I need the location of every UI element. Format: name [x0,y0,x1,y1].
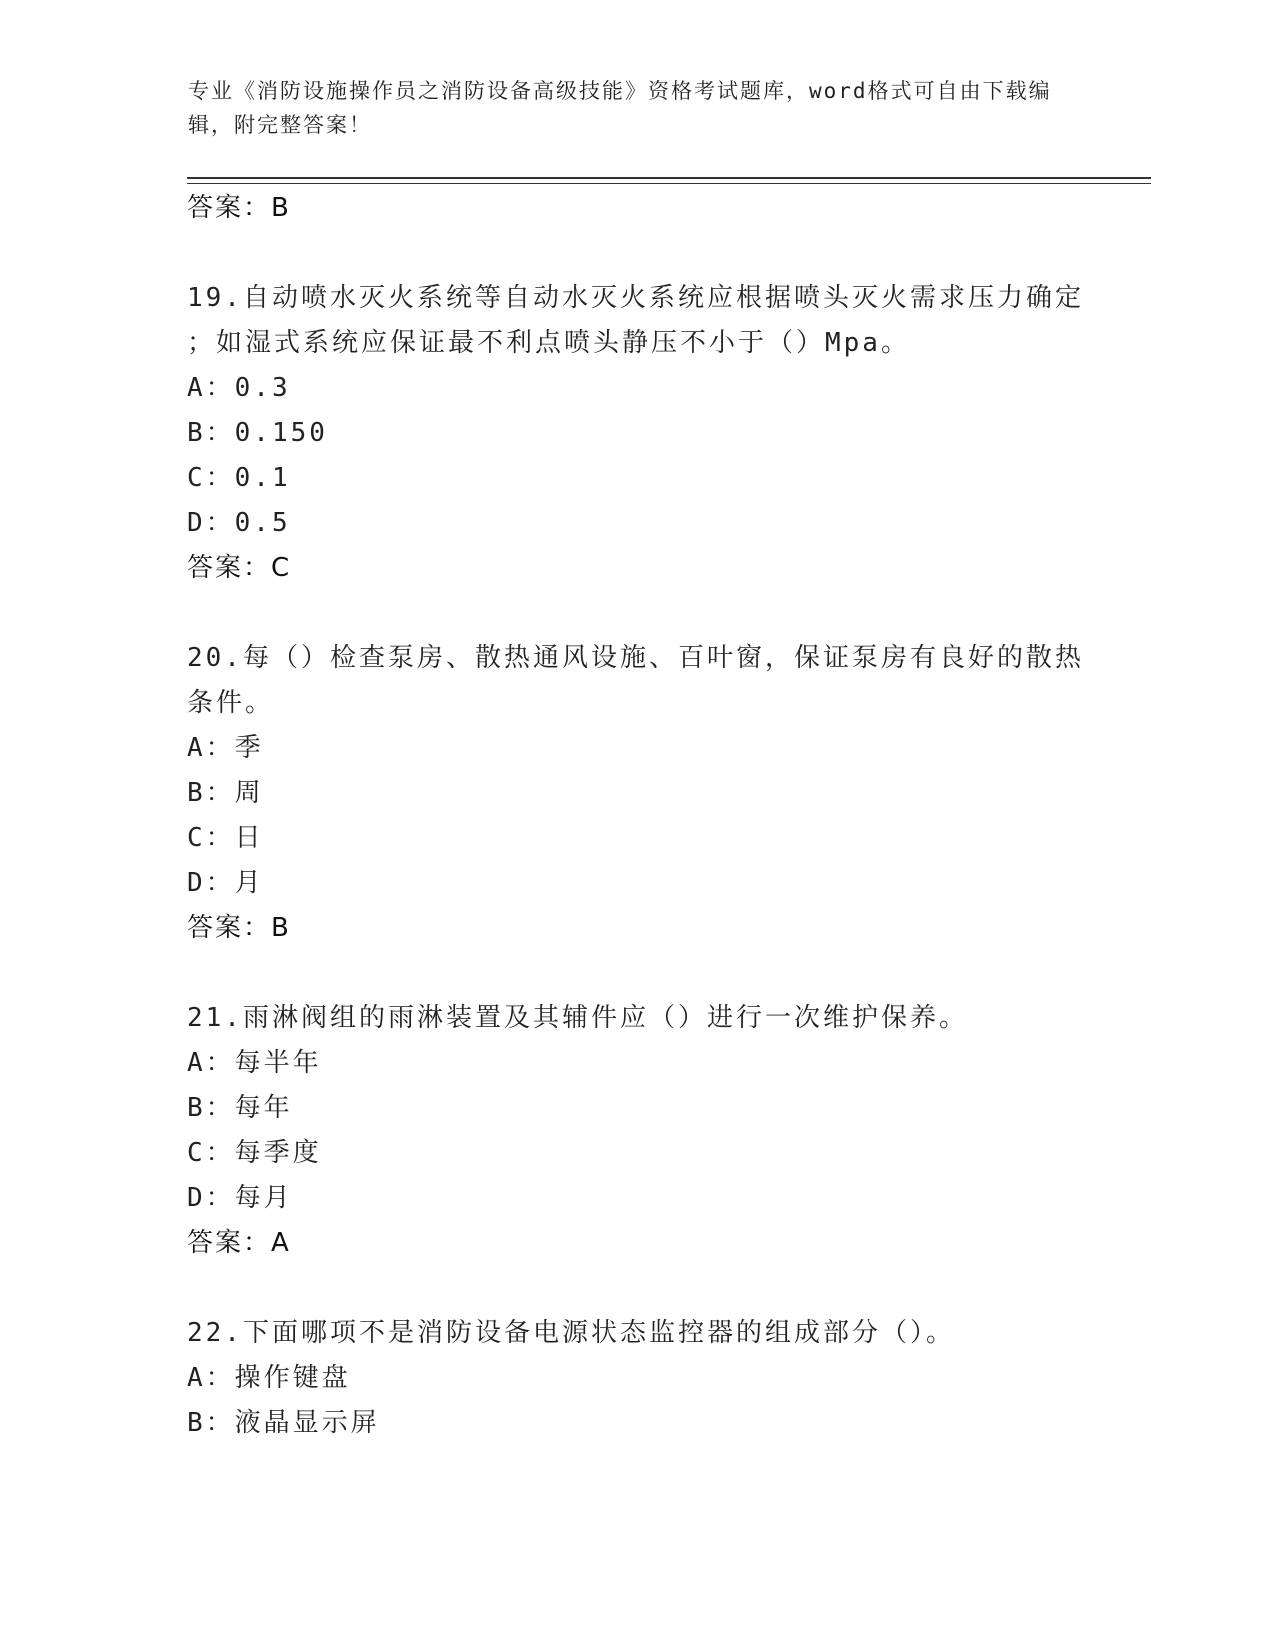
header-divider-thick [187,177,1151,179]
question-19-answer: 答案：C [187,553,292,583]
question-19-option-c: C：0.1 [187,463,291,493]
question-19-option-d: D：0.5 [187,508,291,538]
document-header: 专业《消防设施操作员之消防设备高级技能》资格考试题库，word格式可自由下载编辑，附完整答案！ [188,79,1052,137]
question-20-stem-line-2: 条件。 [187,688,275,718]
question-22-option-a: A：操作键盘 [187,1363,351,1393]
question-20-option-d: D：月 [187,868,264,898]
question-20-option-b: B：周 [187,778,264,808]
question-21-option-b: B：每年 [187,1093,293,1123]
question-20-stem-line-1: 20.每（）检查泵房、散热通风设施、百叶窗，保证泵房有良好的散热 [187,643,1084,673]
previous-answer: 答案：B [187,193,291,223]
question-21-option-d: D：每月 [187,1183,293,1213]
question-21-stem-line-1: 21.雨淋阀组的雨淋装置及其辅件应（）进行一次维护保养。 [187,1003,968,1033]
question-21-answer: 答案：A [187,1228,291,1258]
question-19-stem-line-2: ；如湿式系统应保证最不利点喷头静压不小于（）Mpa。 [187,328,910,358]
question-19-stem-line-1: 19.自动喷水灭火系统等自动水灭火系统应根据喷头灭火需求压力确定 [187,283,1084,313]
header-divider-thin [187,183,1151,184]
question-19-option-a: A：0.3 [187,373,291,403]
question-22-stem-line-1: 22.下面哪项不是消防设备电源状态监控器的组成部分（）。 [187,1318,955,1348]
question-20-option-a: A：季 [187,733,264,763]
question-22-option-b: B：液晶显示屏 [187,1408,380,1438]
question-20-option-c: C：日 [187,823,264,853]
question-20-answer: 答案：B [187,913,291,943]
question-21-option-c: C：每季度 [187,1138,322,1168]
question-19-option-b: B：0.150 [187,418,328,448]
question-21-option-a: A：每半年 [187,1048,322,1078]
